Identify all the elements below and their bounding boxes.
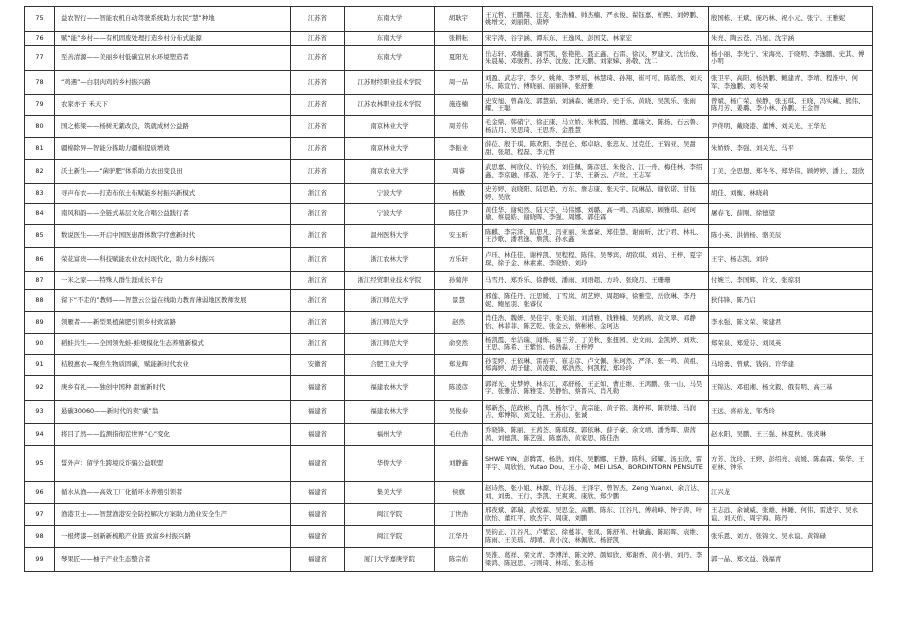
advisors: 狄伟锋、陈乃启 — [709, 290, 873, 312]
row-number: 88 — [25, 290, 55, 312]
school-name: 温州医科大学 — [345, 225, 435, 248]
school-name: 东南大学 — [345, 46, 435, 71]
team-leader: 施连楠 — [435, 95, 483, 116]
advisors: 付婉兰、李国辉、许文、张琼羽 — [709, 272, 873, 290]
table-row — [25, 116, 873, 138]
advisors: 李永强、陈文荣、梁建君 — [709, 312, 873, 334]
project-name: 庚乡有礼——独创中国种 甜蜜新时代 — [55, 376, 291, 401]
team-members: 黄佳华、谢宛然、陆天宇、马伟娜、刘璐、高一鸣、冯淑琼、顾雅琪、赵珂瑜、蔡晨皓、谢晓晖、李强、周娜、郭佳霖 — [483, 204, 709, 225]
project-name: 国之栋梁——杨树无絮改良，筑就成材公益路 — [55, 116, 291, 138]
advisors: 殷国栋、王斌、庞巧林、祝小元、张宁、王雅妮 — [709, 7, 873, 32]
table-row — [25, 504, 873, 526]
row-number: 81 — [25, 138, 55, 160]
province: 福建省 — [291, 504, 345, 526]
table-row — [25, 526, 873, 548]
province: 福建省 — [291, 401, 345, 424]
team-leader: 丁世浩 — [435, 504, 483, 526]
table-row — [25, 138, 873, 160]
team-members: 史安旭、曾森茂、郭慧茹、刘涵森、姚语玲、史于乐、黄晓、吴凯乐、张雨耀、王聪 — [483, 95, 709, 116]
province: 福建省 — [291, 376, 345, 401]
team-members: 王元哲、王鹏翔、汪麦、张浩楠、帅杰楠、严永俊、翟钰嘉、柏熙、刘婷鹏、姚增文、刘丽阳、唐婷 — [483, 7, 709, 32]
province: 江苏省 — [291, 32, 345, 46]
project-name: 一根烤漆—创新新梳粮产业链 致富乡村振兴路 — [55, 526, 291, 548]
team-members: 陈麒、李宗泽、陆思凡、冯亚丽、朱嘉豪、郑佳慧、谢雨昕、沈宁君、林礼、王沙歌、潘君逸、詹凯、孙永鑫 — [483, 225, 709, 248]
row-number: 91 — [25, 355, 55, 376]
table-row — [25, 46, 873, 71]
table-row — [25, 225, 873, 248]
advisors: 江兴龙 — [709, 482, 873, 504]
project-name: 寻声布衣——打造布依土布赋能乡村振兴新模式 — [55, 184, 291, 204]
team-members: 吴淮、葛祥、栾文青、李溥洋、陈文婷、颜如欣、郑谢香、黄小倩、刘丹、李梁鸿、陈冠思、刁则琦、林瑶、张志杨 — [483, 548, 709, 572]
team-leader: 俞奕然 — [435, 334, 483, 355]
team-members: 毛金鼎、韩硝宁、徐正康、马立娇、朱秋霞、国栖、董瑞文、陈扬、石云鲁、杨洁月、吴思琦、王思乔、金胜慧 — [483, 116, 709, 138]
row-number: 82 — [25, 160, 55, 184]
table-row — [25, 290, 873, 312]
school-name: 东南大学 — [345, 7, 435, 32]
table-row — [25, 446, 873, 482]
table-row — [25, 160, 873, 184]
table-row — [25, 184, 873, 204]
team-members: 郭祥光、史梦婷、林东江、邓舒杨、王正如、曹庄维、王鸿鹏、张一山、马昊宇、张雅洁、陈雅雯、吴静怡、蔡晋兴、肖凡勒 — [483, 376, 709, 401]
row-number: 94 — [25, 424, 55, 446]
school-name: 集美大学 — [345, 482, 435, 504]
team-leader: 吴俊泰 — [435, 401, 483, 424]
advisors: 郑荣泉、郑爱芬、刘凤英 — [709, 334, 873, 355]
table-row — [25, 548, 873, 572]
team-leader: 郑龙辉 — [435, 355, 483, 376]
project-name: 疆棉除异—智能分拣助力疆棉提质增效 — [55, 138, 291, 160]
team-leader: 陈宗佑 — [435, 548, 483, 572]
table-row — [25, 482, 873, 504]
province: 福建省 — [291, 526, 345, 548]
advisors: 丁美、全思想、郑冬冬、郑华伟、顾婷婷、潘上、聂欣 — [709, 160, 873, 184]
row-number: 89 — [25, 312, 55, 334]
table-row — [25, 71, 873, 95]
row-number: 98 — [25, 526, 55, 548]
school-name: 浙江农林大学 — [345, 248, 435, 272]
advisors: 郭一晶、郑文益、钱福青 — [709, 548, 873, 572]
advisors: 屠春飞、薛刚、徐德望 — [709, 204, 873, 225]
project-name: 沃土新生——“菌驴肥”体系助力农田变良田 — [55, 160, 291, 184]
row-number: 75 — [25, 7, 55, 32]
row-number: 96 — [25, 482, 55, 504]
document-page — [24, 6, 872, 572]
school-name: 浙江师范大学 — [345, 290, 435, 312]
project-name: 数说医生——开启中国医患群体数字疗愈新时代 — [55, 225, 291, 248]
team-leader: 杨傲 — [435, 184, 483, 204]
team-members: 肖佳浩、魏妍、吴佳宇、张美娟、刘清雅、钱雅楠、吴鸥鸥、黄文翠、邓静怡、林菲菲、陈艺乾、张金云、蔡彬彬、金珂达 — [483, 312, 709, 334]
table-row — [25, 401, 873, 424]
province: 浙江省 — [291, 225, 345, 248]
project-name: 至善清源——美丽乡村低碳宜居水环境塑造者 — [55, 46, 291, 71]
province: 福建省 — [291, 424, 345, 446]
table-row — [25, 95, 873, 116]
province: 福建省 — [291, 482, 345, 504]
table-row — [25, 272, 873, 290]
row-number: 77 — [25, 46, 55, 71]
team-members: 邢莲、陈佳丹、汪思媛、丁雪岚、胡艺婷、周超峰、徐雅莹、岳欣琳、李丹妮、鲍星羽、张睿仪 — [483, 290, 709, 312]
team-members: 郑新杰、范政彬、肖凯、杨尔宁、黄宗能、黄子铭、龚梓邦、陈铁缕、马润吉、郑博锦、刘艾娃、王苏山、张诚 — [483, 401, 709, 424]
school-name: 福建农林大学 — [345, 376, 435, 401]
table-row — [25, 355, 873, 376]
team-members: SHWE YIN、彭腾霄、杨浩、刘伟、吴鹏娜、王静、陈科、邱耀、汤玉欣、雷平宇、周欣怡、Yutao Dou、王小奇、MEI LISA、BORDINTORN PENSUTE — [483, 446, 709, 482]
team-leader: 孙菊萍 — [435, 272, 483, 290]
project-name: 将目了然——监测指彻茬世界“心”变化 — [55, 424, 291, 446]
row-number: 76 — [25, 32, 55, 46]
team-leader: 侯旗 — [435, 482, 483, 504]
advisors: 赵永阳、吴鹏、王三强、林夏秋、张炎琳 — [709, 424, 873, 446]
team-leader: 胡耿宇 — [435, 7, 483, 32]
project-name: 一米之家——特殊人群生涯成长平台 — [55, 272, 291, 290]
province: 江苏省 — [291, 46, 345, 71]
advisors: 马培勇、曾斌、钱钧、许华建 — [709, 355, 873, 376]
advisors: 胡佳、刘衡、林晓莉 — [709, 184, 873, 204]
team-leader: 周芳伟 — [435, 116, 483, 138]
province: 浙江省 — [291, 184, 345, 204]
team-leader: 夏阳光 — [435, 46, 483, 71]
project-name: 南风和韵——全链式基层文化合唱公益践行者 — [55, 204, 291, 225]
province: 安徽省 — [291, 355, 345, 376]
row-number: 85 — [25, 225, 55, 248]
project-name: 渔港卫士——智慧渔港安全防控解决方案助力渔业安全生产 — [55, 504, 291, 526]
team-leader: 陈凌彦 — [435, 376, 483, 401]
row-number: 79 — [25, 95, 55, 116]
table-row — [25, 32, 873, 46]
province: 浙江省 — [291, 312, 345, 334]
row-number: 93 — [25, 401, 55, 424]
project-name: 琴果匠——柚子产业生态整合者 — [55, 548, 291, 572]
team-leader: 江华丹 — [435, 526, 483, 548]
project-name: 留下“不走的”教师——智慧云公益在线助力教育薄弱地区教师发展 — [55, 290, 291, 312]
advisors: 陈小英、洪倩杨、骆美辰 — [709, 225, 873, 248]
team-leader: 张耕耘 — [435, 32, 483, 46]
school-name: 东南大学 — [345, 32, 435, 46]
school-name: 浙江师范大学 — [345, 334, 435, 355]
table-row — [25, 248, 873, 272]
school-name: 福州大学 — [345, 424, 435, 446]
school-name: 南京林业大学 — [345, 138, 435, 160]
project-name: 誓外声：留学生跨境反诈骗公益联盟 — [55, 446, 291, 482]
row-number: 78 — [25, 71, 55, 95]
table-row — [25, 424, 873, 446]
province: 浙江省 — [291, 204, 345, 225]
province: 江苏省 — [291, 95, 345, 116]
province: 江苏省 — [291, 71, 345, 95]
team-leader: 安玉昕 — [435, 225, 483, 248]
project-name: 循水从渔——高效工厂化循环水养殖引领者 — [55, 482, 291, 504]
province: 江苏省 — [291, 116, 345, 138]
school-name: 福建农林大学 — [345, 401, 435, 424]
school-name: 闽江学院 — [345, 526, 435, 548]
row-number: 99 — [25, 548, 55, 572]
province: 浙江省 — [291, 272, 345, 290]
team-members: 武思嘉、柯欣仪、许钧杰、刘佳佩、陈彦廷、朱俊合、江一舟、梅佳林、李绍鑫、李京融、邢荔、尧今子、丁华、王新云、卢丝、王志军 — [483, 160, 709, 184]
advisors: 方芳、沈玲、王婷、彭绍亮、袁媛、陈森霖、柴华、王亚林、钟乐 — [709, 446, 873, 482]
row-number: 97 — [25, 504, 55, 526]
school-name: 华侨大学 — [345, 446, 435, 482]
team-members: 孙雯婷、王依琳、雷裕平、崔志彦、卢文佩、朱珂然、严泽、张一鸣、黄祖、郑海婷、胡子健、黄凌毅、郑浩然、何凯程、郑玲玲 — [483, 355, 709, 376]
province: 江苏省 — [291, 138, 345, 160]
team-leader: 周睿 — [435, 160, 483, 184]
school-name: 闽江学院 — [345, 504, 435, 526]
school-name: 江苏财经职业技术学院 — [345, 71, 435, 95]
project-name: 桔殷惠农—聚焦生物质固碳，赋能新时代农业 — [55, 355, 291, 376]
school-name: 浙江经贸职业技术学院 — [345, 272, 435, 290]
project-list-table — [24, 6, 873, 572]
team-members: 宋宇涛、谷宇涵、谭东东、王逸风、彭国艾、林家宏 — [483, 32, 709, 46]
table-row — [25, 204, 873, 225]
row-number: 83 — [25, 184, 55, 204]
school-name: 浙江师范大学 — [345, 312, 435, 334]
team-leader: 赵然 — [435, 312, 483, 334]
team-members: 邢夜斌、郭瑞、武悦霖、吴思金、高鹏、陈东、江谷凡、傅莉峰、钟子涛、叶欣怡、董红平、欧杰宇、周康、刘鹏 — [483, 504, 709, 526]
row-number: 86 — [25, 248, 55, 272]
team-members: 卢珏、林佳佳、谢梓凯、吴程程、陈伟、吴琴宾、胡钦琪、刘岩、王梓、夏宇琛、徐子金、林素素、李晓娇、刘玲 — [483, 248, 709, 272]
province: 江苏省 — [291, 160, 345, 184]
school-name: 宁波大学 — [345, 184, 435, 204]
advisors: 张乐恩、刘方、张锦文、吴永谊、黄锦碌 — [709, 526, 873, 548]
team-leader: 景慧 — [435, 290, 483, 312]
team-leader: 陈佳尹 — [435, 204, 483, 225]
team-leader: 李振业 — [435, 138, 483, 160]
project-name: 农家亦子 禾天下 — [55, 95, 291, 116]
advisors: 王锦达、邓祖湘、杨文毅、俄有明、高三基 — [709, 376, 873, 401]
table-row — [25, 312, 873, 334]
team-leader: 周一品 — [435, 71, 483, 95]
advisors: 王志远、余诚威、张雄、林睡、何伟、雷进宇、吴永谊、刘天佑、周宇海、陈丹 — [709, 504, 873, 526]
team-members: 马雪丹、郑乔乐、徐静媛、潘雨、刘语超、方玲、张晓月、王珊珊 — [483, 272, 709, 290]
advisors: 朱娇娇、李强、刘关光、马平 — [709, 138, 873, 160]
row-number: 84 — [25, 204, 55, 225]
province: 浙江省 — [291, 290, 345, 312]
province: 福建省 — [291, 446, 345, 482]
team-members: 吴钧正、江谷凡、卢紫宏、徐蔓菲、张凤、陈舒苇、杜敏鑫、陈昭晖、袁维、陈雨、王美瑶、胡晴、黄小汶、林佩欣、杨舒凯 — [483, 526, 709, 548]
school-name: 江苏农林职业技术学院 — [345, 95, 435, 116]
team-members: 史芳婷、袁晓阳、陆思艳、方东、詹志康、张天宇、阮琳喆、谢依诺、甘钰婷、吴欣 — [483, 184, 709, 204]
advisors: 尹佟明、戴晓港、董博、刘关光、王华光 — [709, 116, 873, 138]
table-row — [25, 376, 873, 401]
row-number: 80 — [25, 116, 55, 138]
project-name: 领雁者——新型果植菌肥引领乡村致富路 — [55, 312, 291, 334]
table-row — [25, 7, 873, 32]
project-name: 荣花富贵——科技赋能农业农村现代化，助力乡村振兴 — [55, 248, 291, 272]
advisors: 王远、喜裕龙、邹秀玲 — [709, 401, 873, 424]
school-name: 合肥工业大学 — [345, 355, 435, 376]
row-number: 87 — [25, 272, 55, 290]
project-name: 益农智行——智能农机自动驾驶系统助力农民“慧”种地 — [55, 7, 291, 32]
province: 江苏省 — [291, 7, 345, 32]
province: 浙江省 — [291, 334, 345, 355]
province: 浙江省 — [291, 248, 345, 272]
project-name: 稻蛙共生——全国领先蛙-蛙规模化生态养殖新模式 — [55, 334, 291, 355]
advisors: 王宇、杨志凯、刘玲 — [709, 248, 873, 272]
advisors: 张卫平、高阳、杨浩鹏、鲍建青、李靖、程淮中、何军、李逸鹏、刘冬荣 — [709, 71, 873, 95]
advisors: 杨小丽、李先宁、宋海亮、于晓明、李逸鹏、史其、傅小明 — [709, 46, 873, 71]
team-members: 薛莅、殷于琪、陈欢阳、李昆仑、郑卓晗、张忠友、过克任、王锦亚、吴甜甜、张超、程磊、李元哲 — [483, 138, 709, 160]
row-number: 92 — [25, 376, 55, 401]
school-name: 厦门大学嘉庚学院 — [345, 548, 435, 572]
team-members: 赵诗然、张小姐、林源、许志扬、王泽宇、曾智杰、Zeng Yuanxi、余言达、刘、刘勇、王行、李凯、王爽爽、康欣、郑少鹏 — [483, 482, 709, 504]
project-name: “鸡遇”—白羽肉鸡的乡村振兴路 — [55, 71, 291, 95]
team-leader: 刘静鑫 — [435, 446, 483, 482]
team-members: 杨凯霞、牟洁瑞、闻烁、易兰芳、丁美秋、张扭园、史文雨、金凯婷、刘欢、王思、陈希、王紫怡、杨浩淼、王梓婷 — [483, 334, 709, 355]
project-name: 赋“能”乡村——有机固废处理打造乡村分布式能源 — [55, 32, 291, 46]
team-members: 岳志轩、邓继鑫、滴雪凯、张艳艳、聂正鑫、石雷、徐汉、罗建文、沈岳俊、朱晨易、邓骏哲、孙华、沈俊、沈天鹏、刘家娣、孙敬、沈二 — [483, 46, 709, 71]
advisors: 朱亮、陶云苍、冯星、沈宇涵 — [709, 32, 873, 46]
team-leader: 毛仕浩 — [435, 424, 483, 446]
team-members: 刘盈、武志宇、李夕、姚帅、李罗瑶、林慧琦、孙翔、崔可可、陈皓然、刘天乐、陈宣竹、傅晓丽、丽丽锋、张舒雅 — [483, 71, 709, 95]
province: 福建省 — [291, 548, 345, 572]
team-members: 乔晓锋、陈丽、王茜荟、陈琪琛、郭依琳、薛子豪、余文靖、潘秀晖、唐茜茜、刘德凯、陈艺强、陈嘉浩、黄家思、陈佳浩 — [483, 424, 709, 446]
advisors: 曾斌、杨广荣、侯静、张玉琪、王晓、冯实藏、熊伟、陈月芳、姜璐、李小林、孙鹏、王金智 — [709, 95, 873, 116]
project-name: 悬碳30060——新时代的卖“碳”翁 — [55, 401, 291, 424]
row-number: 90 — [25, 334, 55, 355]
school-name: 南京林业大学 — [345, 116, 435, 138]
school-name: 南京农业大学 — [345, 160, 435, 184]
school-name: 宁波大学 — [345, 204, 435, 225]
row-number: 95 — [25, 446, 55, 482]
table-row — [25, 334, 873, 355]
team-leader: 方乐轩 — [435, 248, 483, 272]
